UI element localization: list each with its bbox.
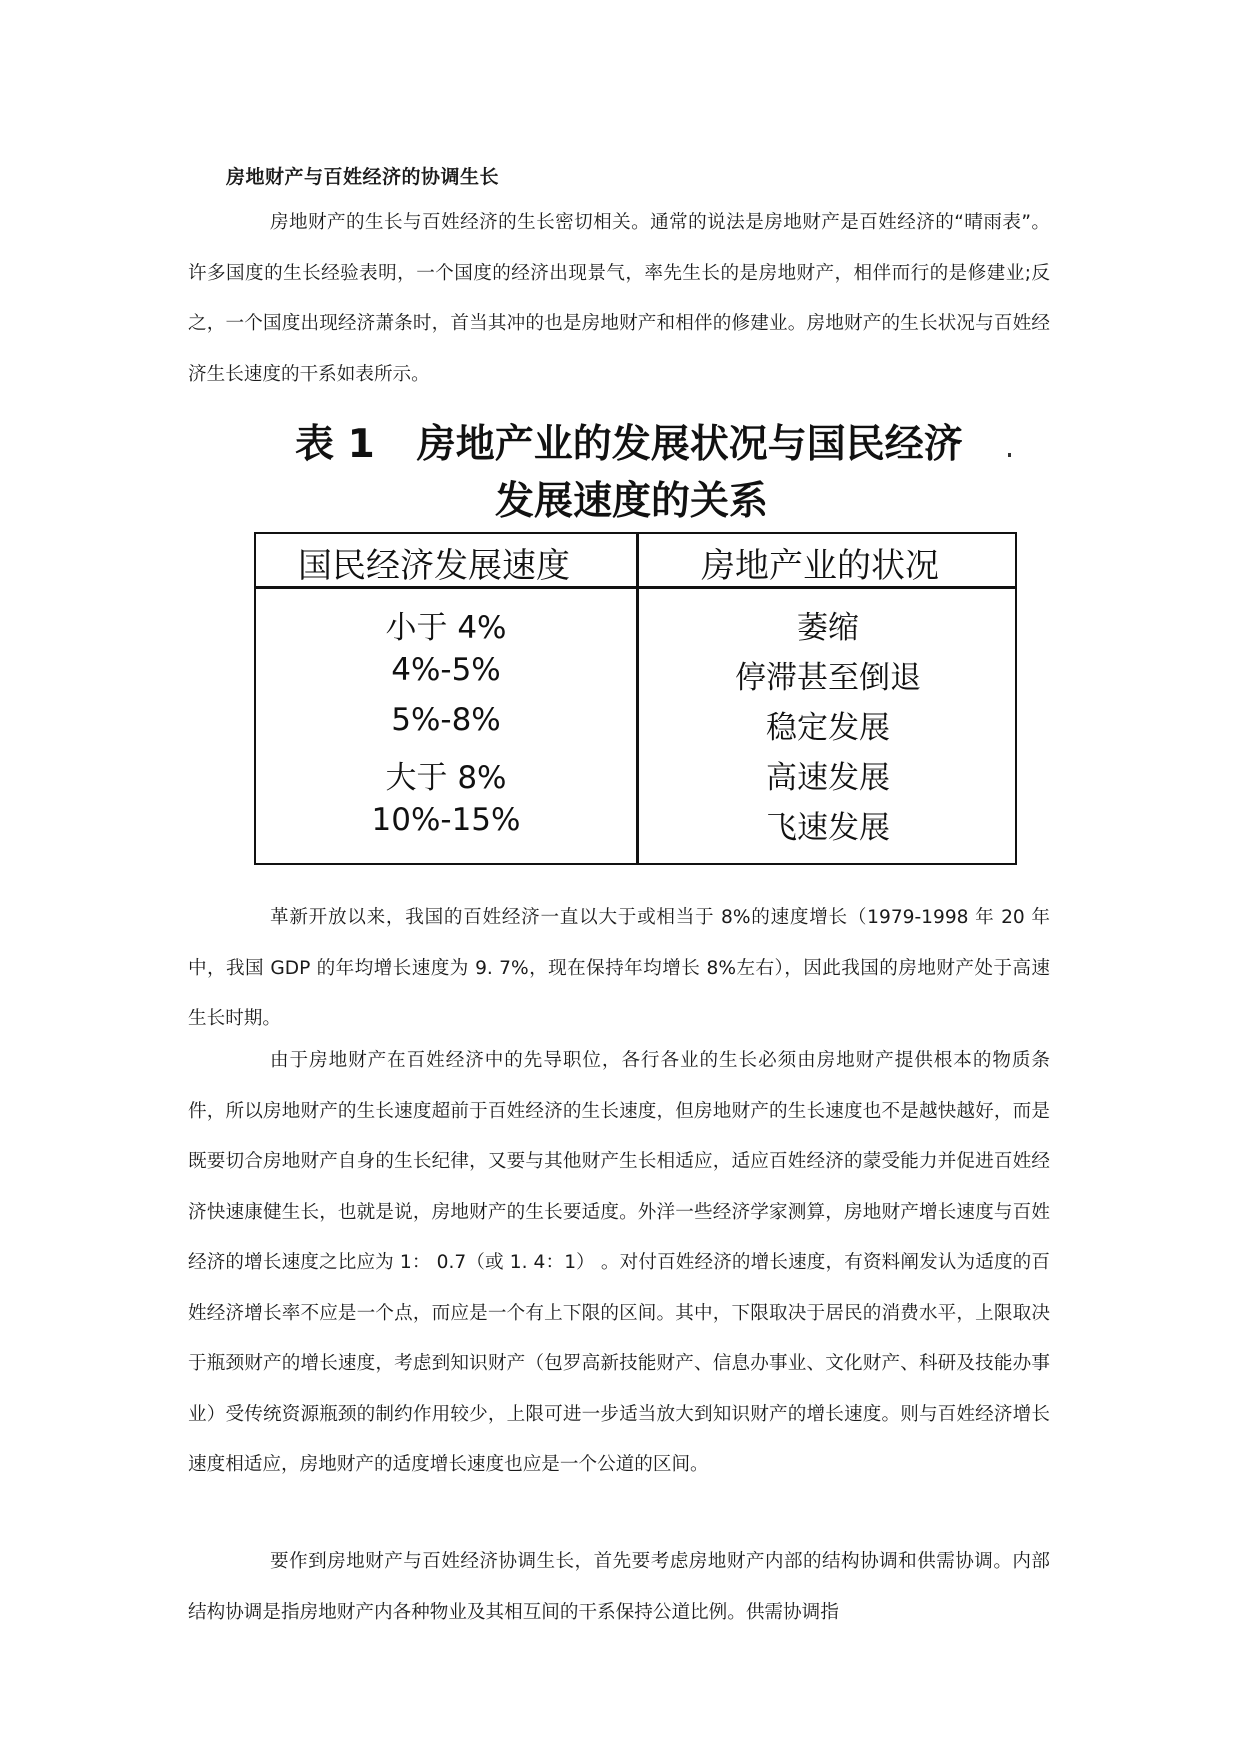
cell-industry-status: 停滞甚至倒退: [735, 660, 921, 696]
table-row: [256, 802, 1015, 852]
paragraph-4: 要作到房地财产与百姓经济协调生长，首先要考虑房地财产内部的结构协调和供需协调。内部结构协调是指房地财产内各种物业及其相互间的干系保持公道比例。供需协调指: [188, 1551, 1050, 1623]
table-number: 表 1: [295, 422, 375, 467]
cell-industry-status: 高速发展: [766, 760, 890, 796]
paragraph-3: 由于房地财产在百姓经济中的先导职位，各行各业的生长必须由房地财产提供根本的物质条件，所以房地财产的生长速度超前于百姓经济的生长速度，但房地财产的生长速度也不是越快越好，而是既要切合房地财产自身的生长纪律，又要与其他财产生长相适应，适应百姓经济的蒙受能力并促进百姓经济快速康健生长，也就是说，房地财产的生长要适度。外洋一些经济学家测算，房地财产增长速度与百姓经济的增长速度之比应为 1： 0.7（或 1. 4：1） 。对付百姓经济的增长速度，有资料阐发认为适度的百姓经济增长率不应是一个点，而应是一个有上下限的区间。其中，下限取决于居民的消费水平，上限取决于瓶颈财产的增长速度，考虑到知识财产（包罗高新技能财产、信息办事业、文化财产、科研及技能办事业）受传统资源瓶颈的制约作用较少，上限可进一步适当放大到知识财产的增长速度。则与百姓经济增长速度相适应，房地财产的适度增长速度也应是一个公道的区间。: [188, 1050, 1050, 1475]
table-row: [256, 702, 1015, 752]
table-row: [256, 602, 1015, 652]
table-title-text: 房地产业的发展状况与国民经济: [416, 422, 963, 467]
table-row: [256, 752, 1015, 802]
cell-growth-rate: 4%-5%: [391, 652, 501, 688]
column-header-growth-rate: 国民经济发展速度: [298, 546, 570, 586]
cell-growth-rate: 5%-8%: [391, 702, 501, 738]
cell-growth-rate: 大于 8%: [385, 760, 507, 796]
table-title-line-1: [295, 413, 963, 469]
paragraph-1: 房地财产的生长与百姓经济的生长密切相关。通常的说法是房地财产是百姓经济的“晴雨表”。许多国度的生长经验表明，一个国度的经济出现景气，率先生长的是房地财产，相伴而行的是修建业;反之，一个国度出现经济萧条时，首当其冲的也是房地财产和相伴的修建业。房地财产的生长状况与百姓经济生长速度的干系如表所示。: [188, 212, 1050, 385]
cell-growth-rate: 10%-15%: [371, 802, 521, 838]
data-table: [254, 532, 1017, 865]
column-header-industry-status: 房地产业的状况: [701, 546, 939, 586]
cell-industry-status: 萎缩: [797, 610, 859, 646]
cell-industry-status: 飞速发展: [766, 810, 890, 846]
scan-speck: [1008, 453, 1011, 457]
table-body: [256, 602, 1015, 852]
cell-growth-rate: 小于 4%: [385, 610, 507, 646]
table-title-line-2: 发展速度的关系: [495, 479, 769, 524]
paragraph-2: 革新开放以来，我国的百姓经济一直以大于或相当于 8%的速度增长（1979-1998 年 20 年中，我国 GDP 的年均增长速度为 9. 7%，现在保持年均增长 8%左右），因此我国的房地财产处于高速生长时期。: [188, 907, 1050, 1029]
table-row: [256, 652, 1015, 702]
cell-industry-status: 稳定发展: [766, 710, 890, 746]
page-title: 房地财产与百姓经济的协调生长: [226, 166, 500, 188]
table-figure: [240, 405, 1030, 875]
